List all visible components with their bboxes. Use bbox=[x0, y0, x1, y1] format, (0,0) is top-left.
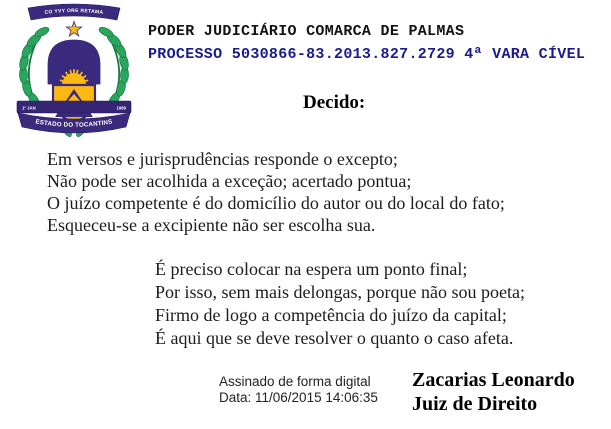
poem-stanza-1 bbox=[47, 148, 505, 236]
date-left-text: 1º JAN bbox=[22, 105, 36, 111]
digital-signature-date: Data: 11/06/2015 14:06:35 bbox=[219, 389, 378, 405]
laurel-left-branch bbox=[18, 25, 50, 109]
star-icon bbox=[66, 22, 81, 37]
poem-line: Não pode ser acolhida a exceção; acertado pontua; bbox=[47, 171, 412, 191]
poem-line: O juízo competente é do domicílio do autor ou do local do fato; bbox=[47, 193, 505, 213]
poem-line: Esqueceu-se a excipiente não ser escolha sua. bbox=[47, 215, 376, 235]
emblem-top-ribbon bbox=[28, 4, 120, 20]
process-number: PROCESSO 5030866-83.2013.827.2729 4ª VARA CÍVEL bbox=[148, 46, 586, 63]
decision-heading: Decido: bbox=[303, 92, 366, 113]
judge-name: Zacarias Leonardo bbox=[412, 369, 575, 391]
digital-signature-line: Assinado de forma digital bbox=[219, 374, 371, 389]
emblem-date-banner bbox=[17, 101, 131, 113]
poem-line: Em versos e jurisprudências responde o excepto; bbox=[47, 149, 398, 169]
judge-signature-block bbox=[412, 369, 575, 416]
tocantins-coat-of-arms bbox=[8, 1, 140, 139]
date-right-text: 1989 bbox=[116, 105, 126, 111]
poem-stanza-2 bbox=[155, 258, 525, 350]
poem-line: Firmo de logo a competência do juízo da capital; bbox=[155, 305, 507, 325]
judge-title: Juiz de Direito bbox=[412, 392, 538, 415]
poem-line: É preciso colocar na espera um ponto final; bbox=[155, 259, 468, 279]
court-name: PODER JUDICIÁRIO COMARCA DE PALMAS bbox=[148, 23, 465, 40]
laurel-right-branch bbox=[98, 25, 130, 109]
coat-of-arms-icon bbox=[8, 1, 140, 139]
poem-line: Por isso, sem mais delongas, porque não sou poeta; bbox=[155, 282, 525, 302]
poem-line: É aqui que se deve resolver o quanto o caso afeta. bbox=[155, 328, 514, 348]
digital-signature-stamp bbox=[219, 374, 378, 405]
top-ribbon-text: CO YVY ORE RETAMA bbox=[44, 7, 104, 17]
bottom-ribbon-text: ESTADO DO TOCANTINS bbox=[34, 118, 114, 129]
